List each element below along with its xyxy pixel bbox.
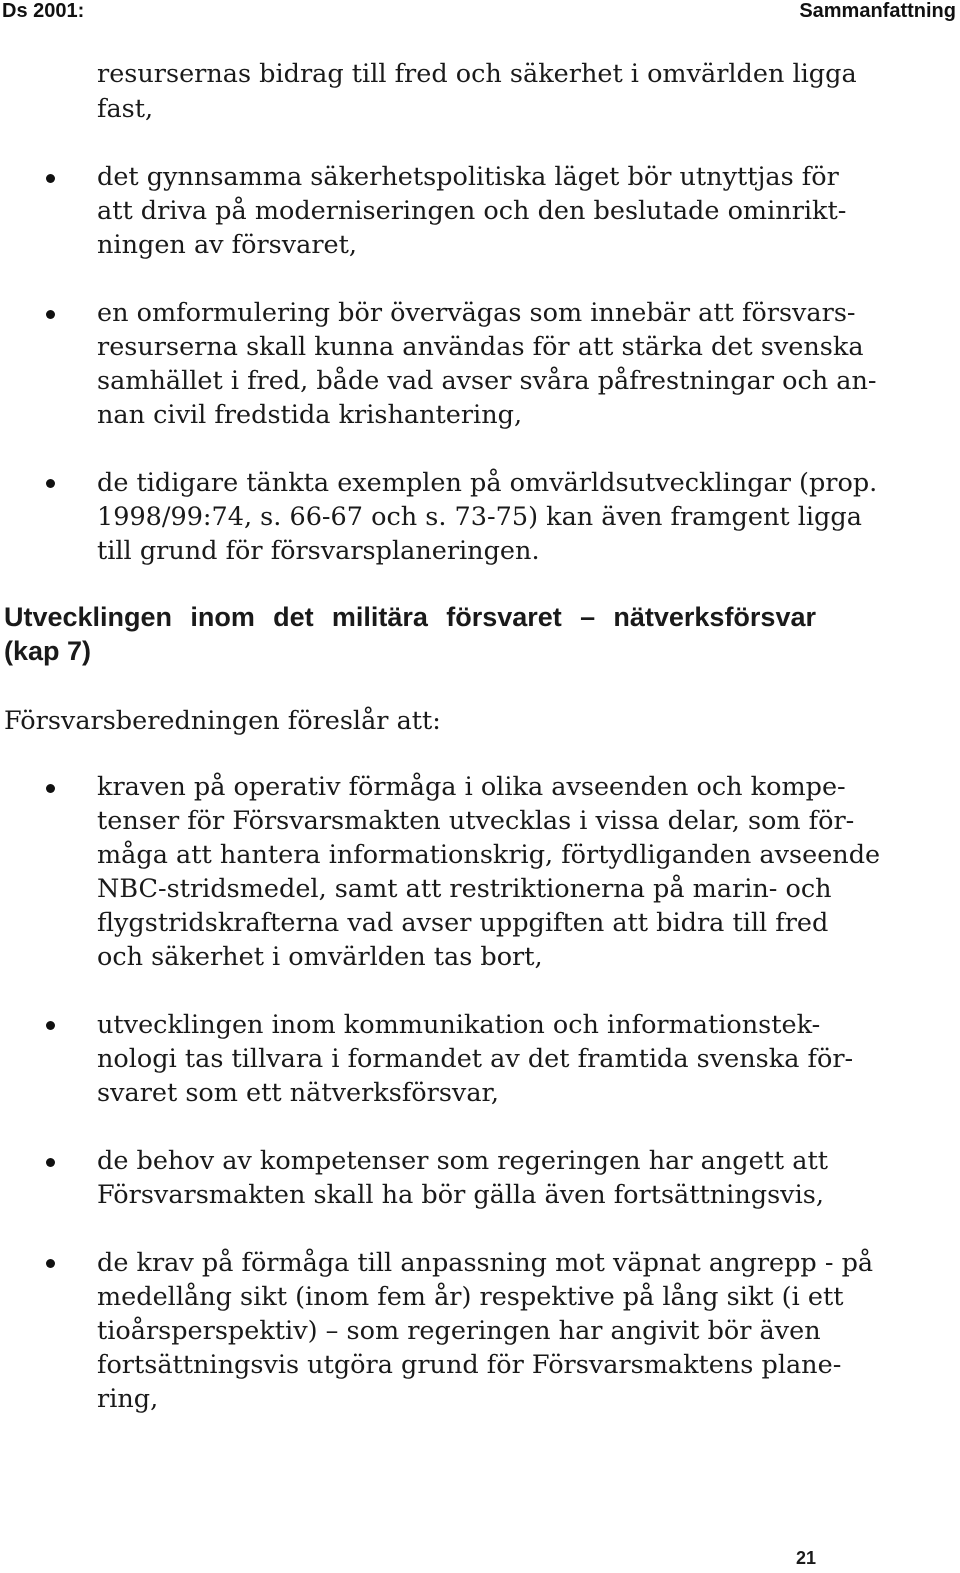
bullet-icon: [42, 1017, 58, 1033]
list-item-line: samhället i fred, både vad avser svåra påfrestningar och an-: [97, 366, 877, 396]
list-item-line: tioårsperspektiv) – som regeringen har angivit bör även: [97, 1316, 821, 1346]
bullet-icon: [42, 475, 58, 491]
list-item-line: Försvarsmakten skall ha bör gälla även fortsättningsvis,: [97, 1180, 824, 1210]
list-item-line: resurserna skall kunna användas för att stärka det svenska: [97, 332, 864, 362]
intro-paragraph: Försvarsberedningen föreslår att:: [4, 706, 441, 736]
bullet-icon: [42, 170, 58, 186]
list-item-line: flygstridskrafterna vad avser uppgiften att bidra till fred: [97, 908, 829, 938]
bullet-icon: [42, 1154, 58, 1170]
list-item-line: ring,: [97, 1384, 159, 1414]
list-item-line: utvecklingen inom kommunikation och informationstek-: [97, 1010, 821, 1040]
section-heading: (kap 7): [4, 636, 92, 666]
list-item-line: att driva på moderniseringen och den beslutade ominrikt-: [97, 196, 847, 226]
list-item-line: nan civil fredstida krishantering,: [97, 400, 523, 430]
bullet-icon: [42, 780, 58, 796]
list-item-line: de tidigare tänkta exemplen på omvärldsutvecklingar (prop.: [97, 468, 878, 498]
list-item-line: de behov av kompetenser som regeringen har angett att: [97, 1146, 828, 1176]
list-item-line: medellång sikt (inom fem år) respektive på lång sikt (i ett: [97, 1282, 844, 1312]
list-item-line: fortsättningsvis utgöra grund för Försvarsmaktens plane-: [97, 1350, 842, 1380]
list-item-line: 1998/99:74, s. 66-67 och s. 73-75) kan även framgent ligga: [97, 502, 862, 532]
list-item-line: det gynnsamma säkerhetspolitiska läget bör utnyttjas för: [97, 162, 839, 192]
document-series-label: Ds 2001:: [2, 0, 85, 22]
section-title-label: Sammanfattning: [799, 0, 956, 22]
section-heading: Utvecklingen inom det militära försvaret – nätverksförsvar: [4, 602, 816, 632]
list-item-line: kraven på operativ förmåga i olika avseenden och kompe-: [97, 772, 846, 802]
list-item-line: en omformulering bör övervägas som innebär att försvars-: [97, 298, 856, 328]
list-item-line: till grund för försvarsplaneringen.: [97, 536, 540, 566]
bullet-icon: [42, 1255, 58, 1271]
page-header: [0, 0, 960, 24]
list-item-line: måga att hantera informationskrig, förtydliganden avseende: [97, 840, 881, 870]
page-number: 21: [795, 1548, 816, 1568]
list-item-line: nologi tas tillvara i formandet av det framtida svenska för-: [97, 1044, 854, 1074]
list-item-line: svaret som ett nätverksförsvar,: [97, 1078, 500, 1108]
list-item-line: och säkerhet i omvärlden tas bort,: [97, 942, 543, 972]
continuation-line: fast,: [97, 94, 154, 124]
list-item-line: de krav på förmåga till anpassning mot väpnat angrepp - på: [97, 1248, 874, 1278]
continuation-line: resursernas bidrag till fred och säkerhet i omvärlden ligga: [97, 59, 857, 89]
bullet-icon: [42, 306, 58, 322]
list-item-line: tenser för Försvarsmakten utvecklas i vissa delar, som för-: [97, 806, 855, 836]
list-item-line: ningen av försvaret,: [97, 230, 357, 260]
list-item-line: NBC-stridsmedel, samt att restriktionerna på marin- och: [97, 874, 832, 904]
